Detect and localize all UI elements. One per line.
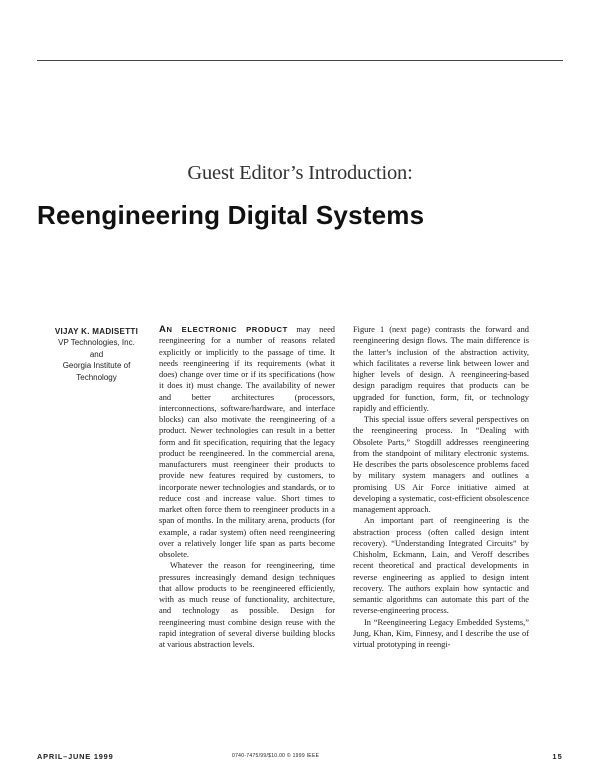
- page-footer: [37, 752, 563, 764]
- article-title: Reengineering Digital Systems: [37, 200, 425, 230]
- author-name: VIJAY K. MADISETTI: [54, 327, 139, 336]
- body-paragraph: An important part of reengineering is the abstraction process (often called design intent recovery). “Understanding Integrated Circuits” by Chisholm, Eckmann, Lain, and Veroff describes recent theoretical and practical developments in reverse engineering as applied to design intent recovery. The authors explain how syntactic and semantic algorithms can automate this part of the reverse-engineering process.: [353, 516, 529, 616]
- author-affiliation-1: VP Technologies, Inc.: [58, 338, 135, 348]
- issue-date: APRIL–JUNE 1999: [37, 752, 114, 761]
- body-paragraph: AN ELECTRONIC PRODUCT may need reengineering for a number of reasons related explicitly or implicitly to the passage of time. It needs reengineering if its requirements (what it does) change over time or if its specifications (how it does it) must change. The availability of newer and better architectures (processors, interconnections, software/hardware, and interface blocks) can also motivate the reengineering of a product. Newer technologies can result in a better form and fit specification, requiring that the legacy product be reengineered. In the commercial arena, manufacturers must reengineer their products to provide new features required by customers, to incorporate newer technologies and standards, or to reduce cost and increase value. Short times to market often force them to reengineer products in a span of months. In the military arena, products (for example, a radar system) often need reengineering over a relatively longer life span as parts become obsolete.: [159, 324, 335, 559]
- body-paragraph: In “Reengineering Legacy Embedded Systems,” Jung, Khan, Kim, Finnesy, and I describe the use of virtual prototyping in reengi-: [353, 617, 529, 649]
- copyright-code: 0740-7475/99/$10.00 © 1999 IEEE: [232, 753, 320, 759]
- affiliation-connector: and: [89, 349, 104, 359]
- body-paragraph: This special issue offers several perspectives on the reengineering process. In “Dealing with Obsolete Parts,” Stogdill addresses reengineering from the standpoint of military electronic systems. He describes the parts obsolescence problems faced by military system managers and outlines a promising US Air Force initiative aimed at developing a systematic, cost-efficient obsolescence management approach.: [353, 415, 529, 514]
- article-kicker: Guest Editor’s Introduction:: [187, 162, 413, 184]
- body-column-1: [159, 324, 335, 698]
- lead-in: AN ELECTRONIC PRODUCT: [159, 324, 288, 335]
- page-number: 15: [552, 752, 563, 761]
- body-paragraph: Figure 1 (next page) contrasts the forward and reengineering design flows. The main difference is the latter’s inclusion of the abstraction activity, which facilitates a reverse link between lower and higher levels of design. A reengineering-based design paradigm requires that products can be upgraded for function, form, fit, or technology rapidly and efficiently.: [353, 325, 529, 413]
- body-paragraph: Whatever the reason for reengineering, time pressures increasingly demand design techniques that allow products to be reengineered efficiently, with as much reuse of functionality, architecture, and technology as possible. Design for reengineering must combine design reuse with the rapid integration of several diverse building blocks at various abstraction levels.: [159, 561, 335, 649]
- top-rule: [37, 60, 563, 61]
- body-column-2: [353, 324, 529, 698]
- byline: [45, 326, 148, 383]
- author-affiliation-2: Georgia Institute of Technology: [62, 361, 131, 382]
